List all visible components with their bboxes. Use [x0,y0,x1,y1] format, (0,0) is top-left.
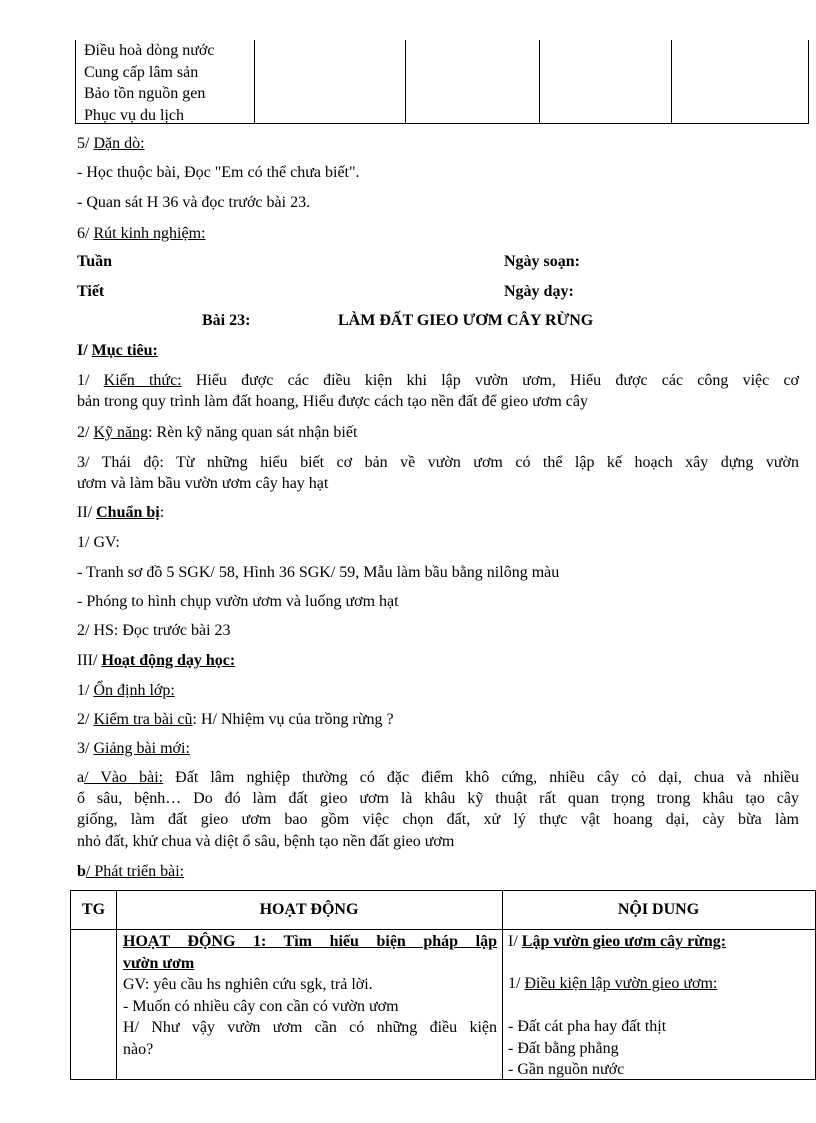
list-item: Phục vụ du lịch [84,106,184,124]
lesson-title: LÀM ĐẤT GIEO ƯƠM CÂY RỪNG [338,312,594,329]
table-divider [116,891,117,1079]
table-divider [502,891,503,1079]
list-item: - Đất bằng phẳng [508,1039,619,1057]
intro-line-1: a/ Vào bài: Đất lâm nghiệp thường có đặc điểm khô cứng, nhiều cây cỏ dại, chua và nhiều [77,769,799,786]
skills-line: 2/ Kỹ năng: Rèn kỹ năng quan sát nhận biết [77,424,358,441]
teacher-item: - Tranh sơ đồ 5 SGK/ 58, Hình 36 SGK/ 59, Mẫu làm bầu bằng nilông màu [77,564,560,581]
preparation-heading: II/ Chuẩn bị: [77,504,165,521]
content-subheading: 1/ Điều kiện lập vườn gieo ươm: [508,975,718,992]
content-heading: I/ Lập vườn gieo ươm cây rừng: [508,933,727,950]
intro-line-2: ổ sâu, bệnh… Do đó làm đất gieo ươm là khâu kỹ thuật rất quan trọng trong khâu tạo cây [77,790,799,807]
knowledge-line-1: 1/ Kiến thức: Hiểu được các điều kiện khi lập vườn ươm, Hiểu được các công việc cơ [77,372,800,389]
list-item: - Gần nguồn nước [508,1061,625,1078]
student-line: 2/ HS: Đọc trước bài 23 [77,622,231,639]
lesson-number: Bài 23: [202,312,251,329]
teach-date-label: Ngày dạy: [504,283,574,300]
teacher-label: 1/ GV: [77,534,120,551]
table-divider [71,929,815,930]
activity-title-cont: vườn ươm [123,954,195,972]
header-time: TG [81,901,106,918]
attitude-line-1: 3/ Thái độ: Từ những hiểu biết cơ bản về vườn ươm có thể lập kế hoạch xây dựng vườn [77,454,799,471]
forest-roles-list [84,40,214,126]
section-5-heading: 5/ Dặn dò: [77,135,145,152]
review-line: 2/ Kiểm tra bài cũ: H/ Nhiệm vụ của trồng rừng ? [77,711,394,728]
activity-line: H/ Như vậy vườn ươm cần có những điều kiện [123,1019,497,1036]
activities-heading: III/ Hoạt động dạy học: [77,652,236,669]
class-stabilize-line: 1/ Ổn định lớp: [77,682,175,699]
content-list [508,1016,666,1081]
intro-line-3: giống, làm đất gieo ươm bao gồm việc chọn đất, xử lý thực vật hoang dại, cày bừa làm [77,811,799,828]
objectives-heading: I/ Mục tiêu: [77,342,158,359]
section-6-heading: 6/ Rút kinh nghiệm: [77,225,206,242]
list-item: Bảo tồn nguồn gen [84,85,206,102]
header-activity: HOẠT ĐỘNG [259,901,359,918]
list-item: Cung cấp lâm sản [84,63,199,81]
top-table [75,40,809,124]
homework-line: - Học thuộc bài, Đọc "Em có thể chưa biết". [77,164,360,181]
lesson-table [70,890,816,1080]
activity-line: GV: yêu cầu hs nghiên cứu sgk, trả lời. [123,976,373,993]
attitude-line-2: ươm và làm bầu vườn ươm cây hay hạt [77,475,329,492]
activity-line: - Muốn có nhiều cây con cần có vườn ươm [123,997,399,1015]
table-divider [405,40,406,123]
list-item: - Đất cát pha hay đất thịt [508,1018,667,1035]
activity-cell [123,931,497,1060]
new-lesson-line: 3/ Giảng bài mới: [77,740,190,757]
activity-line: nào? [123,1040,154,1058]
homework-line: - Quan sát H 36 và đọc trước bài 23. [77,194,311,211]
period-label: Tiết [77,283,105,300]
table-divider [671,40,672,123]
teacher-item: - Phóng to hình chụp vườn ươm và luống ươm hạt [77,593,399,610]
intro-line-4: nhỏ đất, khử chua và diệt ổ sâu, bệnh tạo nền đất gieo ươm [77,833,455,850]
table-divider [539,40,540,123]
activity-title: HOẠT ĐỘNG 1: Tìm hiểu biện pháp lập [123,933,497,950]
knowledge-line-2: bản trong quy trình làm đất hoang, Hiểu được cách tạo nền đất để gieo ươm cây [77,393,588,410]
header-content: NỘI DUNG [617,901,700,918]
table-divider [254,40,255,123]
development-heading: b/ Phát triển bài: [77,863,185,880]
week-label: Tuần [77,253,112,270]
content-cell [508,931,726,953]
list-item: Điều hoà dòng nước [84,42,215,59]
prep-date-label: Ngày soạn: [504,253,581,270]
